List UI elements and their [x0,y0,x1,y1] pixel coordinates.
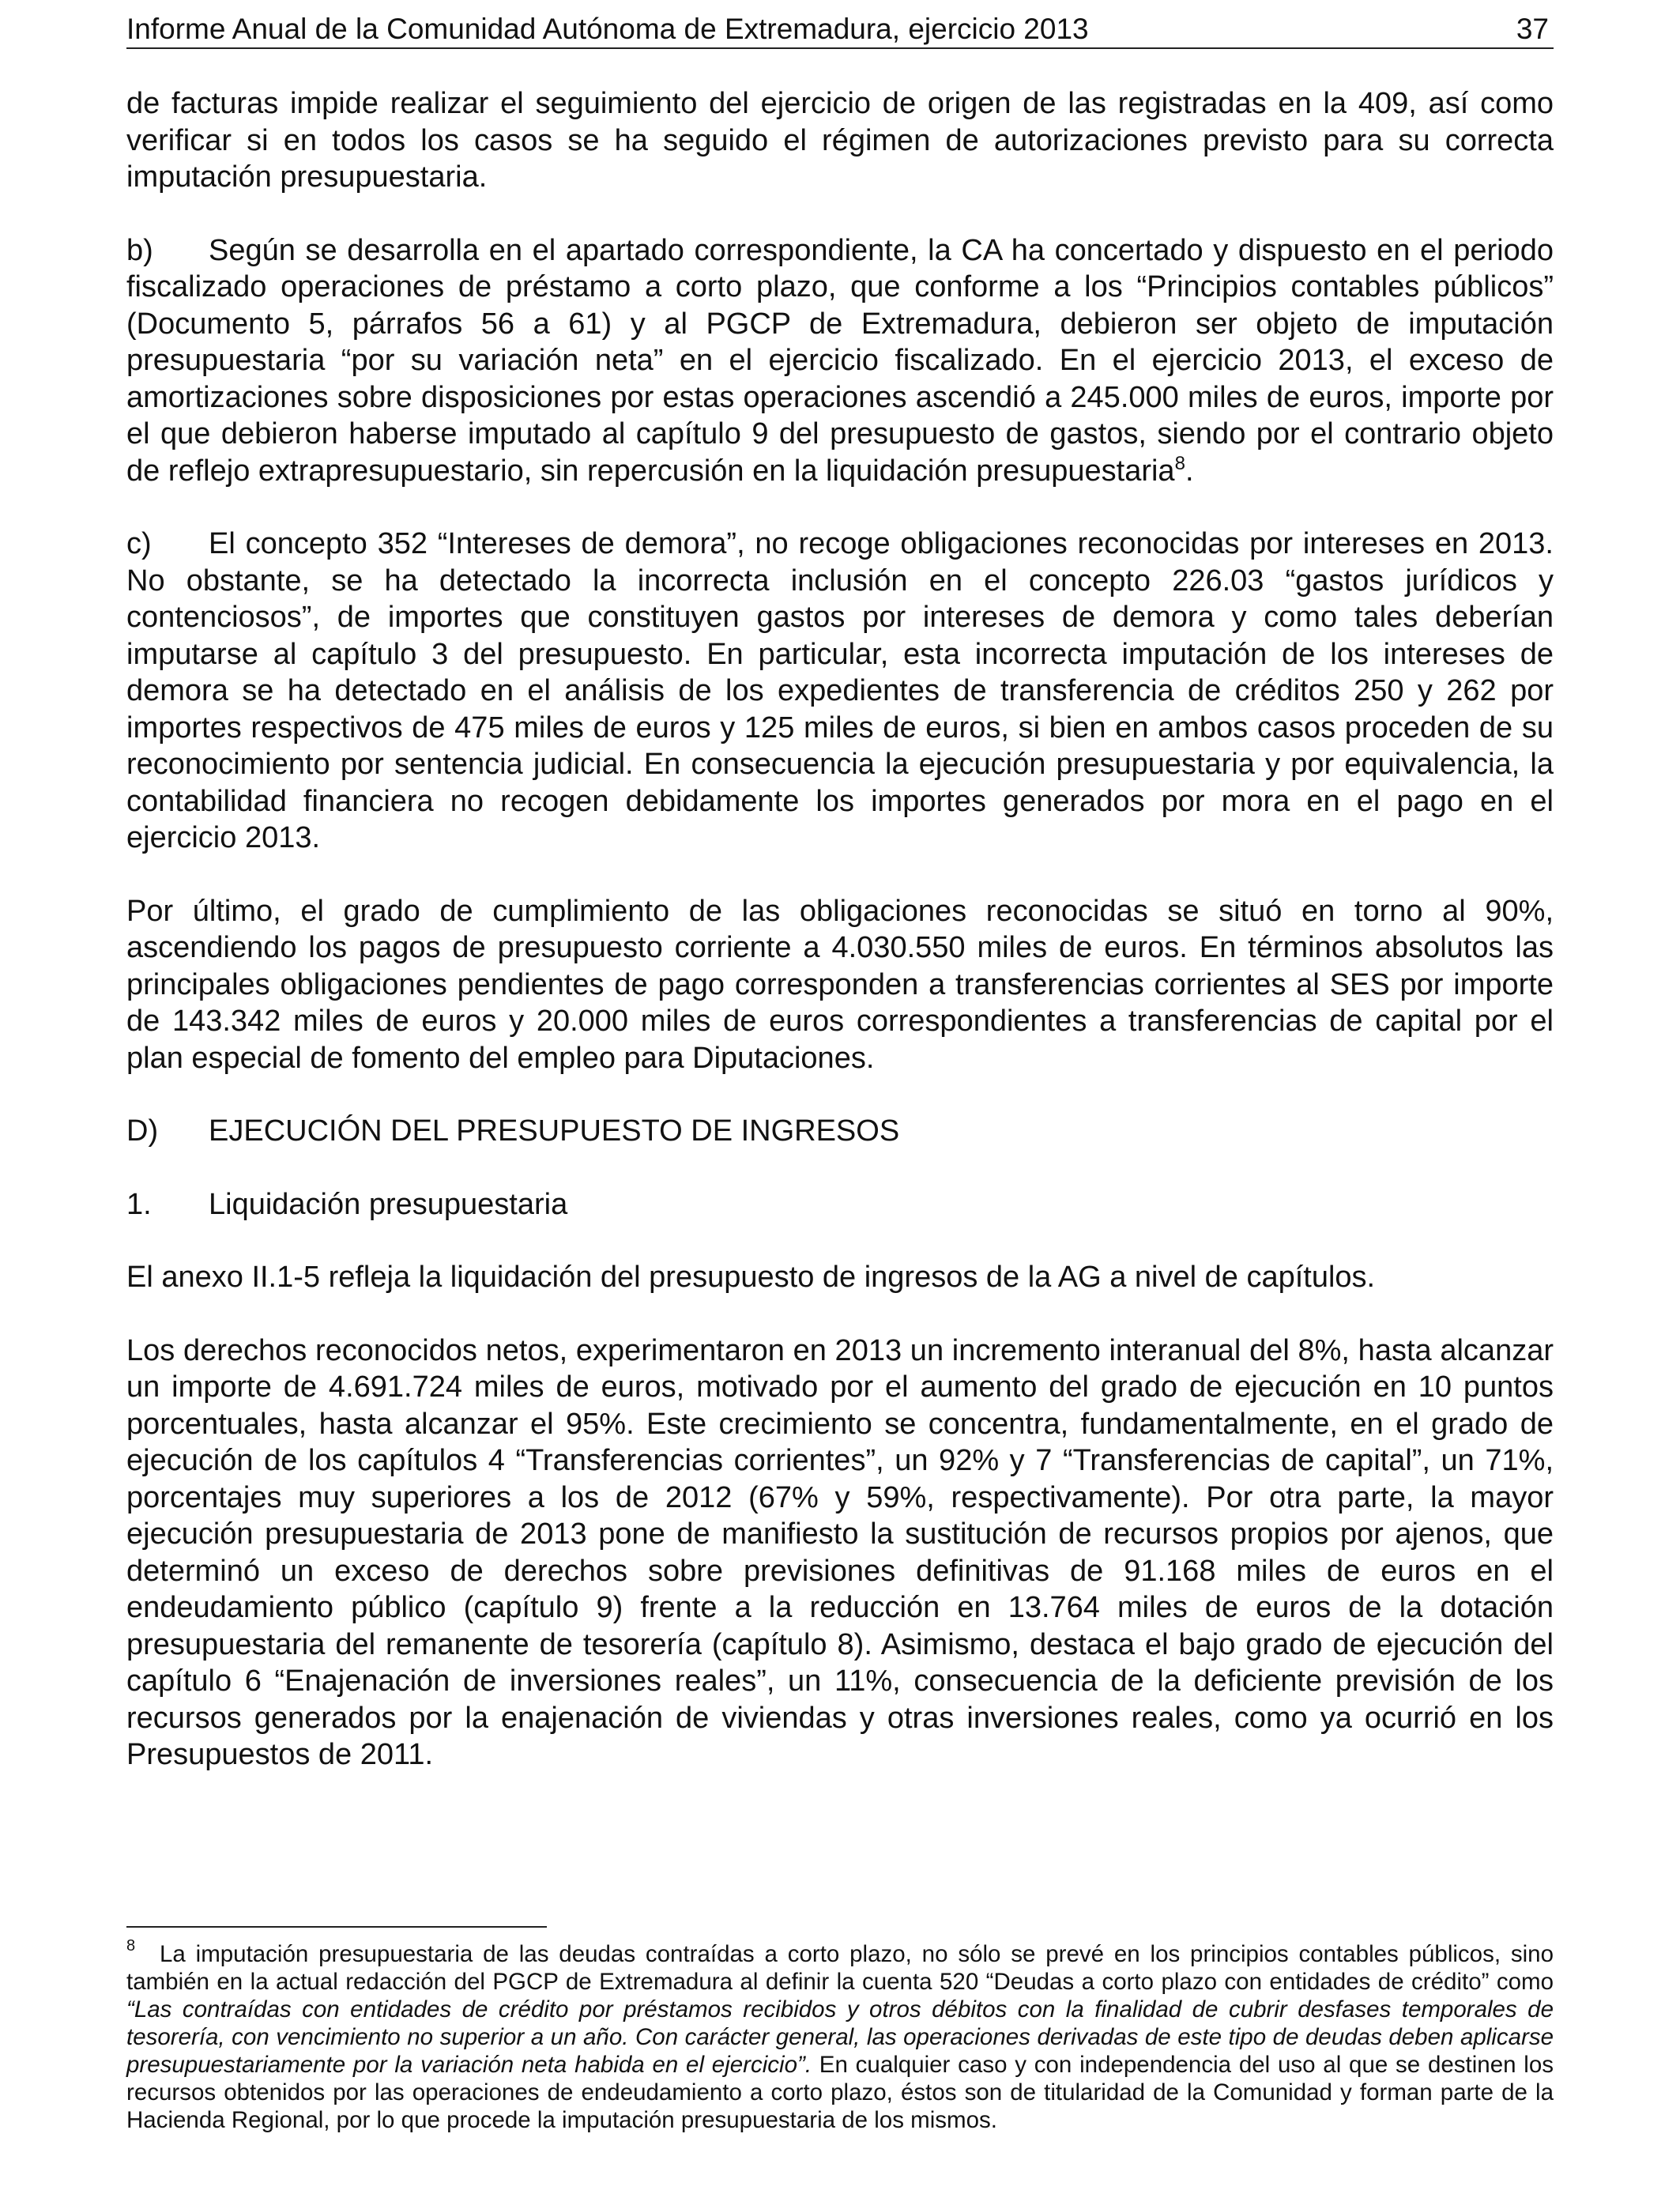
footnote-text-end: En cualquier caso y con independencia del uso al que se destinen los recursos obtenidos por las operaciones de endeudamiento a corto plazo, éstos son de titularidad de la Comunidad y forman parte de la Hacienda Regional, por lo que procede la imputación presupuestaria de los mismos. [126,2052,1554,2133]
paragraph-text: El concepto 352 “Intereses de demora”, no recoge obligaciones reconocidas por intereses en 2013. No obstante, se ha detectado la incorrecta inclusión en el concepto 226.03 “gastos jurídicos y contenciosos”, de importes que constituyen gastos por intereses de demora y como tales deberían imputarse al capítulo 3 del presupuesto. En particular, esta incorrecta imputación de los intereses de demora se ha detectado en el análisis de los expedientes de transferencia de créditos 250 y 262 por importes respectivos de 475 miles de euros y 125 miles de euros, si bien en ambos casos proceden de su reconocimiento por sentencia judicial. En consecuencia la ejecución presupuestaria y por equivalencia, la contabilidad financiera no recogen debidamente los importes generados por mora en el pago en el ejercicio 2013. [126,527,1554,854]
paragraph-annex [126,1259,1554,1296]
section-label: D) [126,1114,159,1148]
item-label-c: c) [126,527,152,560]
body-text [126,85,1554,1774]
paragraph-c [126,526,1554,857]
paragraph-continuation [126,85,1554,196]
subsection-label: 1. [126,1187,152,1221]
section-title: EJECUCIÓN DEL PRESUPUESTO DE INGRESOS [209,1114,900,1148]
paragraph-obligations [126,893,1554,1077]
paragraph-text: Según se desarrolla en el apartado correspondiente, la CA ha concertado y dispuesto en el periodo fiscalizado operaciones de préstamo a corto plazo, que conforme a los “Principios contables públicos” (Documento 5, párrafos 56 a 61) y al PGCP de Extremadura, debieron ser objeto de imputación presupuestaria “por su variación neta” en el ejercicio fiscalizado. En el ejercicio 2013, el exceso de amortizaciones sobre disposiciones por estas operaciones ascendió a 245.000 miles de euros, importe por el que debieron haberse imputado al capítulo 9 del presupuesto de gastos, siendo por el contrario objeto de reflejo extrapresupuestario, sin repercusión en la liquidación presupuestaria [126,233,1554,488]
header-title: Informe Anual de la Comunidad Autónoma de Extremadura, ejercicio 2013 [126,13,1089,45]
footnote-text: La imputación presupuestaria de las deudas contraídas a corto plazo, no sólo se prevé en los principios contables públicos, sino también en la actual redacción del PGCP de Extremadura al definir la cuenta 520 “Deudas a corto plazo con entidades de crédito” como [126,1941,1554,1995]
document-page [126,0,1554,2194]
paragraph-text: Por último, el grado de cumplimiento de las obligaciones reconocidas se situó en torno al 90%, ascendiendo los pagos de presupuesto corriente a 4.030.550 miles de euros. En términos absolutos las principales obligaciones pendientes de pago corresponden a transferencias corrientes al SES por importe de 143.342 miles de euros y 20.000 miles de euros correspondientes a transferencias de capital por el plan especial de fomento del empleo para Diputaciones. [126,894,1554,1075]
footnote-quote: “Las contraídas con entidades de crédito por préstamos recibidos y otros débitos con la finalidad de cubrir desfases temporales de tesorería, con vencimiento no superior a un año. Con carácter general, las operaciones derivadas de este tipo de deudas deben aplicarse presupuestariamente por la variación neta habida en el ejercicio”. [126,1996,1554,2078]
page-number: 37 [1516,13,1549,45]
paragraph-text: de facturas impide realizar el seguimiento del ejercicio de origen de las registradas en la 409, así como verificar si en todos los casos se ha seguido el régimen de autorizaciones previsto para su correcta imputación presupuestaria. [126,87,1554,194]
footnote: 8 La imputación presupuestaria de las deudas contraídas a corto plazo, no sólo se prevé en los principios contables públicos, sino también en la actual redacción del PGCP de Extremadura al definir la cuenta 520 “Deudas a corto plazo con entidades de crédito” como “Las contraídas con entidades de crédito por préstamos recibidos y otros débitos con la finalidad de cubrir desfases temporales de tesorería, con vencimiento no superior a un año. Con carácter general, las operaciones derivadas de este tipo de deudas deben aplicarse presupuestariamente por la variación neta habida en el ejercicio”. En cualquier caso y con independencia del uso al que se destinen los recursos obtenidos por las operaciones de endeudamiento a corto plazo, éstos son de titularidad de la Comunidad y forman parte de la Hacienda Regional, por lo que procede la imputación presupuestaria de los mismos. [126,1937,1554,2133]
paragraph-text: Los derechos reconocidos netos, experimentaron en 2013 un incremento interanual del 8%, hasta alcanzar un importe de 4.691.724 miles de euros, motivado por el aumento del grado de ejecución en 10 puntos porcentuales, hasta alcanzar el 95%. Este crecimiento se concentra, fundamentalmente, en el grado de ejecución de los capítulos 4 “Transferencias corrientes”, un 92% y 7 “Transferencias de capital”, un 71%, porcentajes muy superiores a los de 2012 (67% y 59%, respectivamente). Por otra parte, la mayor ejecución presupuestaria de 2013 pone de manifiesto la sustitución de recursos propios por ajenos, que determinó un exceso de derechos sobre previsiones definitivas de 91.168 miles de euros en el endeudamiento público (capítulo 9) frente a la reducción en 13.764 miles de euros de la dotación presupuestaria del remanente de tesorería (capítulo 8). Asimismo, destaca el bajo grado de ejecución del capítulo 6 “Enajenación de inversiones reales”, un 11%, consecuencia de la deficiente previsión de los recursos generados por la enajenación de viviendas y otras inversiones reales, como ya ocurrió en los Presupuestos de 2011. [126,1333,1554,1771]
paragraph-b [126,232,1554,490]
paragraph-end: . [1185,454,1194,488]
page-header [126,11,1554,49]
subsection-title: Liquidación presupuestaria [209,1187,568,1221]
paragraph-rights [126,1333,1554,1774]
item-label-b: b) [126,233,153,267]
footnote-reference[interactable]: 8 [1174,452,1185,474]
subsection-heading [126,1186,1554,1223]
paragraph-text: El anexo II.1-5 refleja la liquidación del presupuesto de ingresos de la AG a nivel de capítulos. [126,1261,1376,1294]
footnote-separator [126,1926,547,1928]
section-heading [126,1113,1554,1150]
